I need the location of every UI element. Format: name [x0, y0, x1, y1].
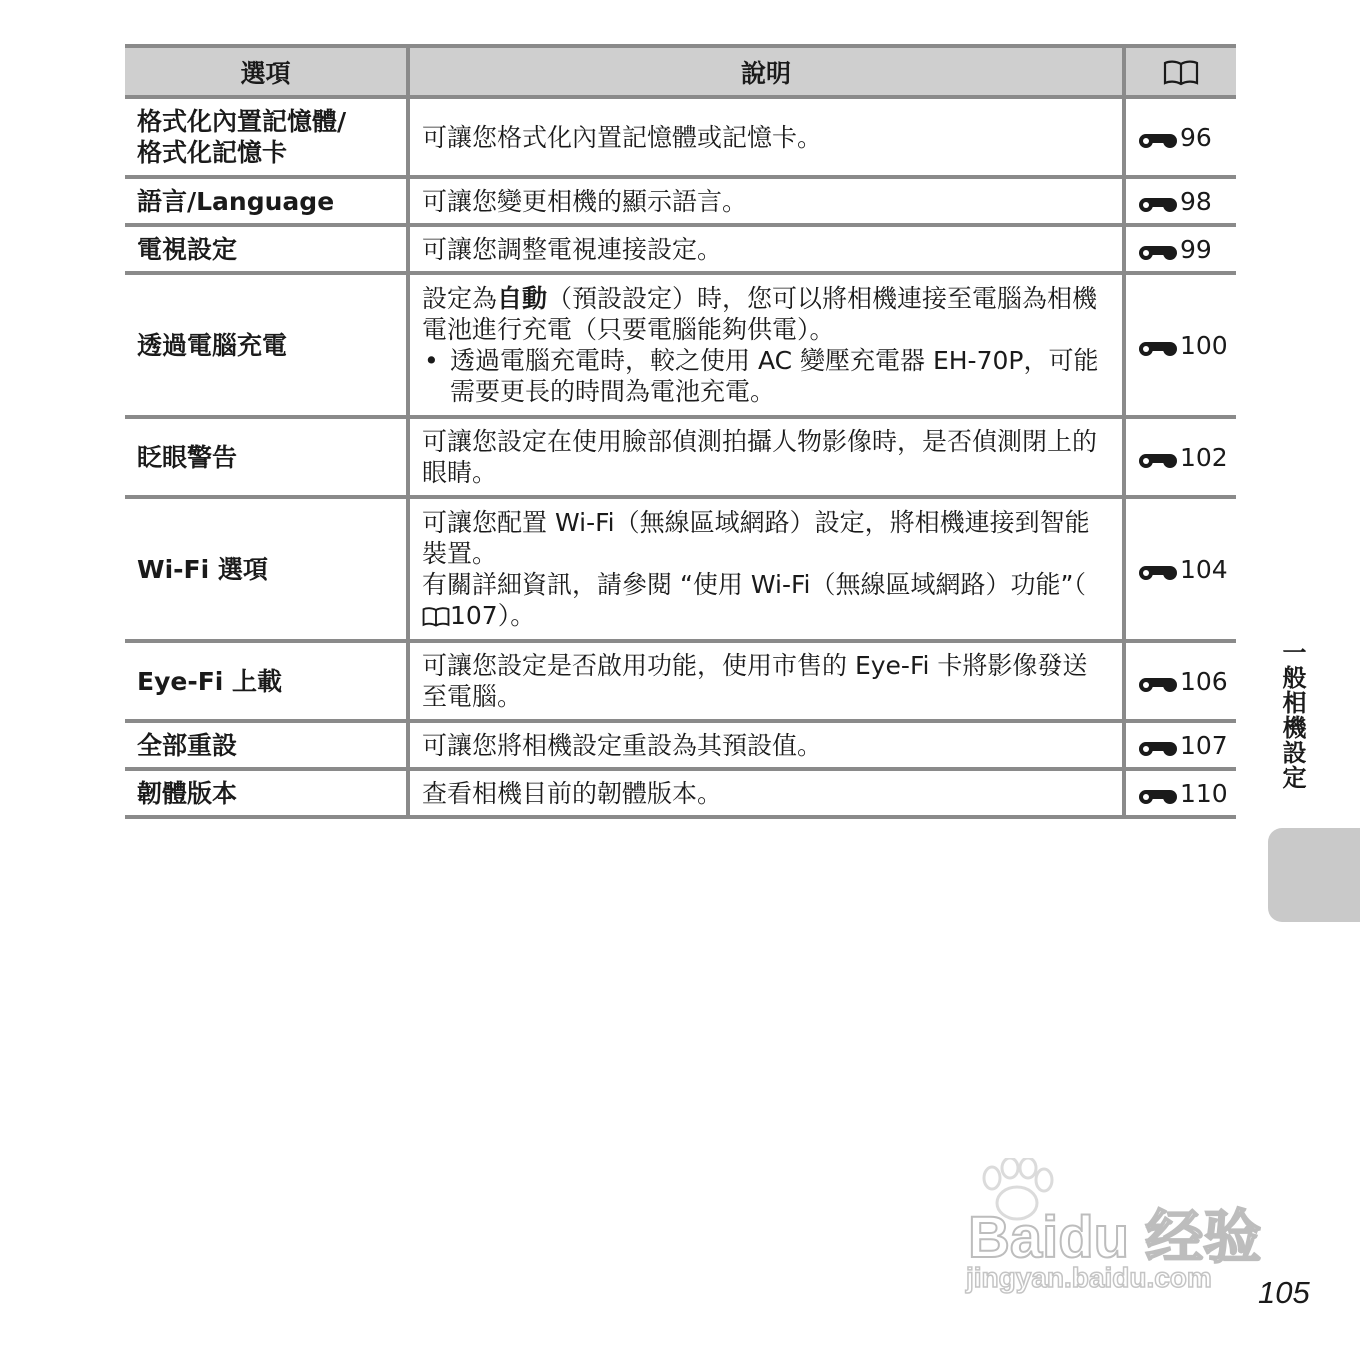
reference-number: 104	[1180, 554, 1228, 584]
page-reference	[1124, 497, 1236, 641]
binoculars-icon	[1138, 339, 1178, 357]
table-header-row	[125, 46, 1236, 97]
table-row	[125, 177, 1236, 225]
table-row	[125, 497, 1236, 641]
book-icon	[422, 606, 450, 628]
bullet-mark: •	[424, 346, 439, 375]
option-description	[408, 273, 1124, 417]
page-reference	[1124, 177, 1236, 225]
table-row	[125, 721, 1236, 769]
binoculars-icon	[1138, 563, 1178, 581]
page-reference	[1124, 273, 1236, 417]
option-name: 電視設定	[125, 225, 408, 273]
header-reference	[1124, 46, 1236, 97]
reference-number: 96	[1180, 122, 1212, 152]
page-reference	[1124, 417, 1236, 497]
option-name: 透過電腦充電	[125, 273, 408, 417]
option-name: 格式化內置記憶體/ 格式化記憶卡	[125, 97, 408, 177]
table-row	[125, 97, 1236, 177]
page-reference	[1124, 225, 1236, 273]
bullet-text: 透過電腦充電時，較之使用 AC 變壓充電器 EH-70P，可能需要更長的時間為電池充電。	[450, 346, 1099, 406]
reference-number: 106	[1180, 666, 1228, 696]
binoculars-icon	[1138, 787, 1178, 805]
description-text: 可讓您配置 Wi-Fi（無線區域網路）設定，將相機連接到智能裝置。	[422, 508, 1090, 568]
book-icon	[1163, 60, 1199, 86]
binoculars-icon	[1138, 131, 1178, 149]
description-text: 有關詳細資訊，請參閱 “使用 Wi-Fi（無線區域網路）功能”（	[422, 570, 1086, 599]
option-description: 可讓您調整電視連接設定。	[408, 225, 1124, 273]
binoculars-icon	[1138, 739, 1178, 757]
option-description: 可讓您變更相機的顯示語言。	[408, 177, 1124, 225]
option-name: 語言/Language	[125, 177, 408, 225]
description-text: ）。	[497, 601, 536, 630]
reference-number: 98	[1180, 186, 1212, 216]
option-name: 全部重設	[125, 721, 408, 769]
reference-number: 100	[1180, 330, 1228, 360]
binoculars-icon	[1138, 451, 1178, 469]
option-name: 眨眼警告	[125, 417, 408, 497]
option-name: Wi-Fi 選項	[125, 497, 408, 641]
table-row	[125, 417, 1236, 497]
option-description: 可讓您將相機設定重設為其預設值。	[408, 721, 1124, 769]
cross-reference-page: 107	[450, 601, 498, 630]
reference-number: 102	[1180, 442, 1228, 472]
option-description: 可讓您格式化內置記憶體或記憶卡。	[408, 97, 1124, 177]
bullet-note	[422, 345, 1110, 407]
page-reference	[1124, 769, 1236, 817]
watermark-brand: Baidu 经验	[968, 1205, 1262, 1270]
option-name: Eye-Fi 上載	[125, 641, 408, 721]
header-option: 選項	[125, 46, 408, 97]
option-name: 韌體版本	[125, 769, 408, 817]
option-description: 可讓您設定在使用臉部偵測拍攝人物影像時，是否偵測閉上的眼睛。	[408, 417, 1124, 497]
description-text: （預設設定）時，您可以將相機連接至電腦為相機電池進行充電（只要電腦能夠供電）。	[422, 284, 1098, 344]
option-description	[408, 497, 1124, 641]
settings-table	[125, 44, 1236, 819]
page-reference	[1124, 97, 1236, 177]
table-row	[125, 641, 1236, 721]
bold-setting-value: 自動	[497, 284, 548, 313]
watermark-url: jingyan.baidu.com	[966, 1262, 1212, 1293]
section-side-label: 一般相機設定	[1278, 640, 1306, 790]
table-row	[125, 225, 1236, 273]
binoculars-icon	[1138, 243, 1178, 261]
page-reference	[1124, 721, 1236, 769]
section-tab	[1268, 828, 1360, 922]
reference-number: 107	[1180, 730, 1228, 760]
page-reference	[1124, 641, 1236, 721]
option-description: 查看相機目前的韌體版本。	[408, 769, 1124, 817]
reference-number: 110	[1180, 778, 1228, 808]
binoculars-icon	[1138, 195, 1178, 213]
header-description: 說明	[408, 46, 1124, 97]
option-description: 可讓您設定是否啟用功能，使用市售的 Eye-Fi 卡將影像發送至電腦。	[408, 641, 1124, 721]
table-row	[125, 273, 1236, 417]
table-row	[125, 769, 1236, 817]
description-text: 設定為	[422, 284, 498, 313]
page-number: 105	[1258, 1275, 1310, 1310]
reference-number: 99	[1180, 234, 1212, 264]
binoculars-icon	[1138, 675, 1178, 693]
